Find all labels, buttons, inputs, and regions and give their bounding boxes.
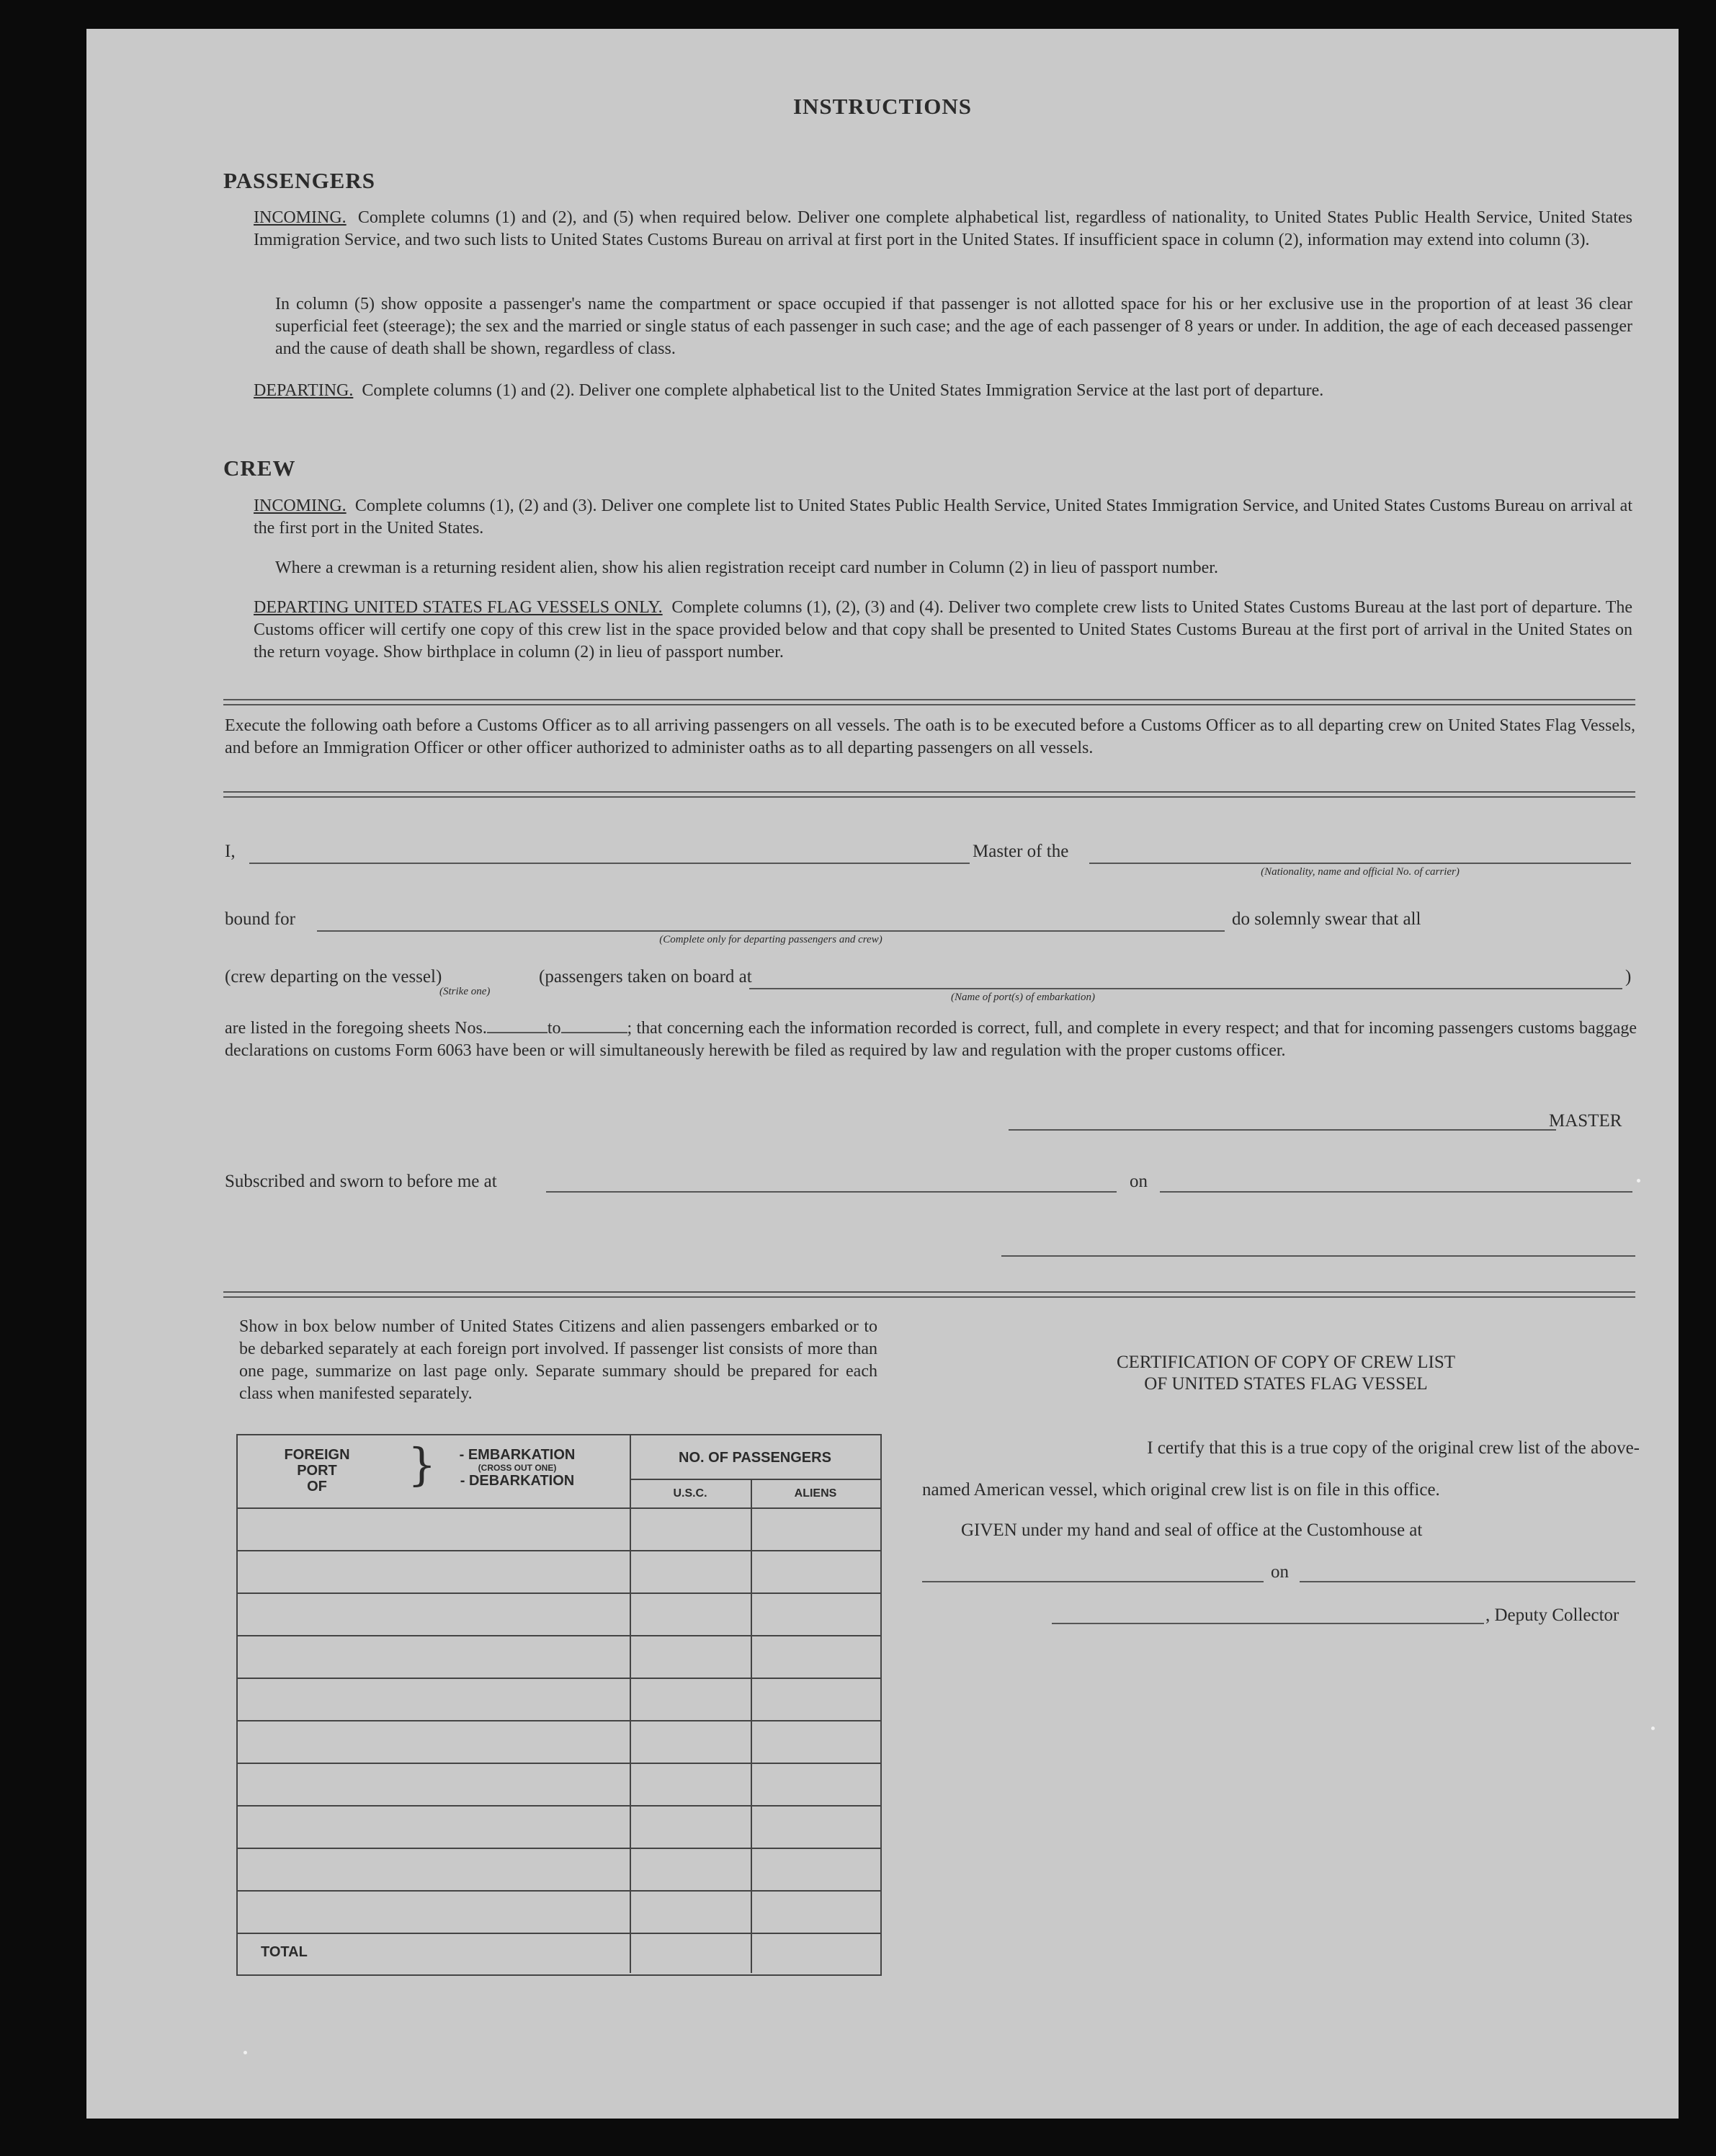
crew-incoming-paragraph (254, 495, 1632, 540)
master-of-label: Master of the (973, 842, 1069, 861)
passengers-incoming-text: Complete columns (1) and (2), and (5) when required below. Deliver one complete alphabetical list, regardless of nationality, to United States Public Health Service, United States Immigration Service, and two such lists to United States Customs Bureau on arrival at first port in the United States. If insufficient space in column (2), information may extend into column (3). (254, 208, 1632, 249)
certification-line1: I certify that this is a true copy of the original crew list of the above- (1147, 1438, 1640, 1458)
passenger-summary-table (236, 1434, 882, 1976)
brace-icon: } (408, 1438, 437, 1491)
no-of-passengers-header: NO. OF PASSENGERS (679, 1450, 831, 1466)
certification-title-line1: CERTIFICATION OF COPY OF CREW LIST (1116, 1353, 1456, 1372)
swear-label: do solemnly swear that all (1232, 909, 1421, 929)
passengers-heading: PASSENGERS (223, 168, 375, 193)
bound-for-line[interactable] (317, 930, 1225, 932)
certification-date-line[interactable] (1300, 1581, 1635, 1582)
embarkation-header (431, 1447, 604, 1489)
carrier-line[interactable] (1089, 863, 1631, 864)
foreign-port-header (267, 1447, 367, 1494)
passengers-departing-label: DEPARTING. (254, 381, 354, 400)
master-signature-line[interactable] (1009, 1129, 1556, 1131)
scan-speck (1637, 1179, 1640, 1182)
usc-header: U.S.C. (673, 1487, 707, 1500)
table-row-line (238, 1550, 880, 1551)
scan-speck (243, 2051, 247, 2054)
table-row-line (238, 1805, 880, 1807)
certification-title-line2: OF UNITED STATES FLAG VESSEL (1144, 1374, 1428, 1394)
passengers-departing-paragraph (254, 380, 1632, 402)
of-label: OF (307, 1479, 327, 1494)
oath-i-label: I, (225, 842, 236, 861)
customhouse-line[interactable] (922, 1581, 1264, 1582)
double-rule (223, 791, 1635, 798)
sheet-to-line[interactable] (561, 1032, 627, 1033)
bound-for-caption: (Complete only for departing passengers and crew) (659, 934, 882, 945)
passengers-incoming-label: INCOMING. (254, 208, 347, 227)
certification-line3: GIVEN under my hand and seal of office at the Customhouse at (961, 1520, 1423, 1540)
double-rule (223, 1291, 1635, 1298)
oath-intro-paragraph: Execute the following oath before a Customs Officer as to all arriving passengers on all vessels. The oath is to be executed before a Customs Officer as to all departing crew on United States Flag Vessels, and before an Immigration Officer or other officer authorized to administer oaths as to all departing passengers on all vessels. (225, 716, 1635, 757)
sheet-from-line[interactable] (487, 1032, 548, 1033)
embarkation-port-caption: (Name of port(s) of embarkation) (951, 992, 1095, 1003)
table-divider (751, 1479, 752, 1973)
scan-speck (1651, 1727, 1655, 1730)
crew-departing-option[interactable]: (crew departing on the vessel) (225, 967, 442, 986)
cross-out-label: (CROSS OUT ONE) (478, 1463, 557, 1473)
table-divider (238, 1507, 880, 1509)
crew-incoming-text: Complete columns (1), (2) and (3). Deliver one complete list to United States Public Health Service, United States Immigration Service, and United States Customs Bureau on arrival at the first port in the United States. (254, 496, 1632, 538)
sworn-on-label: on (1130, 1172, 1148, 1191)
page-title: INSTRUCTIONS (792, 94, 972, 119)
double-rule (223, 699, 1635, 705)
table-row-line (238, 1678, 880, 1679)
sworn-date-line[interactable] (1160, 1191, 1632, 1193)
crew-departing-text: Complete columns (1), (2), (3) and (4). Deliver two complete crew lists to United States Customs Bureau at the last port of departure. The Customs officer will certify one copy of this crew list in the space provided below and that copy shall be presented to United States Customs Bureau at the first port of arrival in the United States on the return voyage. Show birthplace in column (2) in lieu of passport number. (254, 598, 1633, 662)
certification-title (965, 1352, 1606, 1395)
crew-heading: CREW (223, 455, 296, 481)
port-label: PORT (297, 1463, 337, 1479)
close-paren: ) (1625, 967, 1632, 986)
table-row-line (238, 1763, 880, 1764)
table-row-line (238, 1848, 880, 1849)
listed-paragraph (225, 1017, 1637, 1062)
master-label: MASTER (1549, 1111, 1622, 1131)
sworn-place-line[interactable] (546, 1191, 1117, 1193)
embarkation-option[interactable]: - EMBARKATION (459, 1447, 576, 1463)
certification-on-label: on (1271, 1562, 1289, 1582)
embarkation-port-line[interactable] (749, 988, 1622, 989)
crew-resident-paragraph: Where a crewman is a returning resident alien, show his alien registration receipt card number in Column (2) in lieu of passport number. (275, 558, 1218, 577)
listed-label: are listed in the foregoing sheets Nos. (225, 1019, 487, 1038)
table-divider (630, 1479, 880, 1480)
form-page (86, 29, 1679, 2119)
aliens-header: ALIENS (794, 1487, 837, 1500)
crew-departing-label: DEPARTING UNITED STATES FLAG VESSELS ONLY. (254, 598, 663, 617)
deputy-collector-label: , Deputy Collector (1485, 1605, 1619, 1625)
total-label: TOTAL (261, 1944, 308, 1960)
crew-departing-paragraph (254, 597, 1632, 664)
table-divider (630, 1435, 631, 1973)
listed-text: ; that concerning each the information recorded is correct, full, and complete in every respect; and that for incoming passengers customs baggage declarations on customs Form 6063 have been or will simultaneously herewith be filed as required by law and regulation with the proper customs officer. (225, 1019, 1637, 1060)
crew-incoming-label: INCOMING. (254, 496, 347, 515)
passengers-column5-paragraph: In column (5) show opposite a passenger's name the compartment or space occupied if that passenger is not allotted space for his or her exclusive use in the proportion of at least 36 clear superficial feet (steerage); the sex and the married or single status of each passenger in such case; and the age of each passenger of 8 years or under. In addition, the age of each deceased passenger and the cause of death shall be shown, regardless of class. (275, 295, 1632, 358)
certification-line2: named American vessel, which original crew list is on file in this office. (922, 1480, 1440, 1500)
passengers-incoming-paragraph (254, 207, 1632, 251)
master-name-line[interactable] (249, 863, 970, 864)
subscribed-label: Subscribed and sworn to before me at (225, 1172, 497, 1191)
to-label: to (547, 1019, 561, 1038)
passengers-taken-option[interactable]: (passengers taken on board at (539, 967, 752, 986)
table-row-line (238, 1890, 880, 1892)
table-row-line (238, 1720, 880, 1721)
foreign-label: FOREIGN (284, 1447, 350, 1463)
strike-one-caption: (Strike one) (439, 986, 491, 997)
debarkation-option[interactable]: - DEBARKATION (460, 1473, 575, 1489)
passengers-departing-text: Complete columns (1) and (2). Deliver one complete alphabetical list to the United States Immigration Service at the last port of departure. (362, 381, 1324, 400)
table-row-line (238, 1635, 880, 1636)
table-row-line (238, 1592, 880, 1594)
carrier-caption: (Nationality, name and official No. of carrier) (1261, 866, 1460, 878)
summary-note: Show in box below number of United States Citizens and alien passengers embarked or to be debarked separately at each foreign port involved. If passenger list consists of more than one page, summarize on last page only. Separate summary should be prepared for each class when manifested separately. (239, 1317, 877, 1403)
officer-signature-line[interactable] (1001, 1255, 1635, 1257)
bound-for-label: bound for (225, 909, 295, 929)
deputy-collector-line[interactable] (1052, 1623, 1484, 1624)
table-row-line (238, 1933, 880, 1934)
